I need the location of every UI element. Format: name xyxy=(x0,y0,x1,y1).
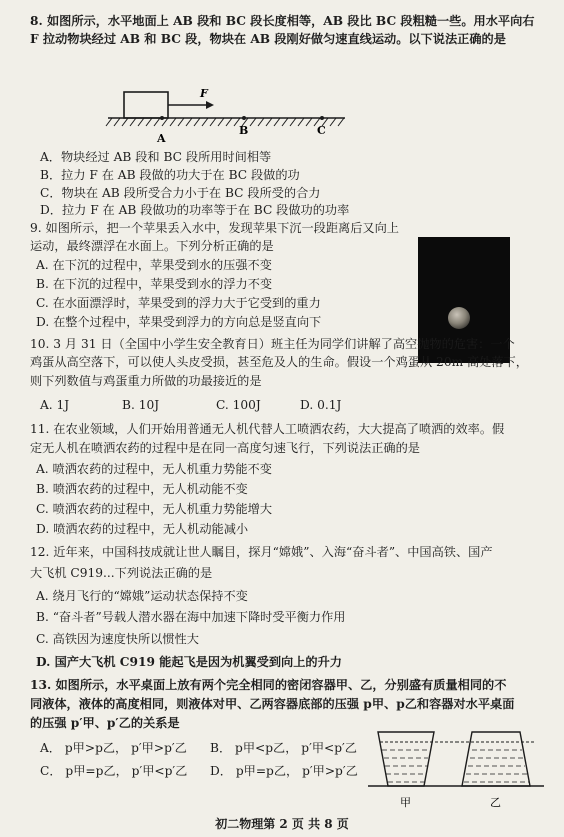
q11-option-d: D. 喷洒农药的过程中，无人机动能减小 xyxy=(36,522,249,536)
container-yi xyxy=(462,732,530,786)
q13-containers-figure xyxy=(368,728,548,812)
point-b-label: B xyxy=(239,124,249,137)
q10-option-c: C. 100J xyxy=(216,398,261,412)
q8-stem-line2: F 拉动物块经过 AB 和 BC 段，物块在 AB 段刚好做匀速直线运动。以下说法正确的是 xyxy=(30,32,506,46)
container-jia-label: 甲 xyxy=(400,796,411,809)
q9-stem-line1: 9. 如图所示，把一个苹果丢入水中，发现苹果下沉一段距离后又向上 xyxy=(30,221,399,235)
q13-stem-line2: 同液体，液体的高度相同，则液体对甲、乙两容器底部的压强 p甲、p乙和容器对水平桌面 xyxy=(30,697,515,711)
q11-option-b: B. 喷洒农药的过程中，无人机动能不变 xyxy=(36,482,248,496)
q13-option-c: C． p甲=p乙， p′甲<p′乙 xyxy=(40,764,188,778)
container-yi-label: 乙 xyxy=(490,796,501,809)
q10-option-d: D. 0.1J xyxy=(300,398,342,412)
q10-option-b: B. 10J xyxy=(122,398,160,412)
q8-option-b: B．拉力 F 在 AB 段做的功大于在 BC 段做的功 xyxy=(40,168,300,182)
q13-option-b: B． p甲<p乙， p′甲<p′乙 xyxy=(210,741,357,755)
q10-stem-line2: 鸡蛋从高空落下，可以使人头皮受损，甚至危及人的生命。假设一个鸡蛋从 20m 高处落下， xyxy=(30,355,528,369)
q10-stem-line1: 10. 3 月 31 日（全国中小学生安全教育日）班主任为同学们讲解了高空抛物的危害：一个 xyxy=(30,337,515,351)
q13-option-d: D． p甲=p乙， p′甲>p′乙 xyxy=(210,764,358,778)
q8-option-a: A．物块经过 AB 段和 BC 段所用时间相等 xyxy=(40,150,272,164)
point-a-label: A xyxy=(157,132,166,145)
q8-stem-line1: 8. 如图所示，水平地面上 AB 段和 BC 段长度相等，AB 段比 BC 段粗糙一些。用水平向右 xyxy=(30,14,535,28)
q10-option-a: A. 1J xyxy=(40,398,70,412)
q12-stem-line2: 大飞机 C919...下列说法正确的是 xyxy=(30,566,213,580)
q9-option-a: A. 在下沉的过程中，苹果受到水的压强不变 xyxy=(36,258,272,272)
q13-stem-line3: 的压强 p′甲、p′乙的关系是 xyxy=(30,716,180,730)
q13-stem-line1: 13. 如图所示，水平桌面上放有两个完全相同的密闭容器甲、乙，分别盛有质量相同的不 xyxy=(30,678,507,692)
q9-option-c: C. 在水面漂浮时，苹果受到的浮力大于它受到的重力 xyxy=(36,296,321,310)
q11-stem-line2: 定无人机在喷洒农药的过程中是在同一高度匀速飞行，下列说法正确的是 xyxy=(30,441,420,455)
force-label: F xyxy=(200,87,208,100)
q10-stem-line3: 则下列数值与鸡蛋重力所做的功最接近的是 xyxy=(30,374,262,388)
q8-option-d: D．拉力 F 在 AB 段做功的功率等于在 BC 段做功的功率 xyxy=(40,203,350,217)
q9-option-b: B. 在下沉的过程中，苹果受到水的浮力不变 xyxy=(36,277,273,291)
q9-stem-line2: 运动，最终漂浮在水面上。下列分析正确的是 xyxy=(30,239,274,253)
q12-option-c: C. 高铁因为速度快所以惯性大 xyxy=(36,632,199,646)
force-arrowhead xyxy=(206,101,214,109)
block-rect xyxy=(124,92,168,118)
q13-option-a: A． p甲>p乙， p′甲>p′乙 xyxy=(40,741,187,755)
q12-option-d: D. 国产大飞机 C919 能起飞是因为机翼受到向上的升力 xyxy=(36,655,342,669)
q11-option-c: C. 喷洒农药的过程中，无人机重力势能增大 xyxy=(36,502,273,516)
q12-option-b: B. “奋斗者”号载人潜水器在海中加速下降时受平衡力作用 xyxy=(36,610,346,624)
apple-image xyxy=(448,307,470,329)
container-jia xyxy=(378,732,434,786)
q12-stem-line1: 12. 近年来，中国科技成就让世人瞩目，探月“嫦娥”、入海“奋斗者”、中国高铁、国产 xyxy=(30,545,493,559)
q8-figure xyxy=(90,82,360,154)
q12-option-a: A. 绕月飞行的“嫦娥”运动状态保持不变 xyxy=(36,589,248,603)
q9-option-d: D. 在整个过程中，苹果受到浮力的方向总是竖直向下 xyxy=(36,315,322,329)
q8-option-c: C．物块在 AB 段所受合力小于在 BC 段所受的合力 xyxy=(40,186,321,200)
q11-stem-line1: 11. 在农业领域，人们开始用普通无人机代替人工喷洒农药，大大提高了喷洒的效率。假 xyxy=(30,422,505,436)
page-footer: 初二物理第 2 页 共 8 页 xyxy=(215,817,349,831)
point-c-label: C xyxy=(317,124,326,137)
q11-option-a: A. 喷洒农药的过程中，无人机重力势能不变 xyxy=(36,462,272,476)
